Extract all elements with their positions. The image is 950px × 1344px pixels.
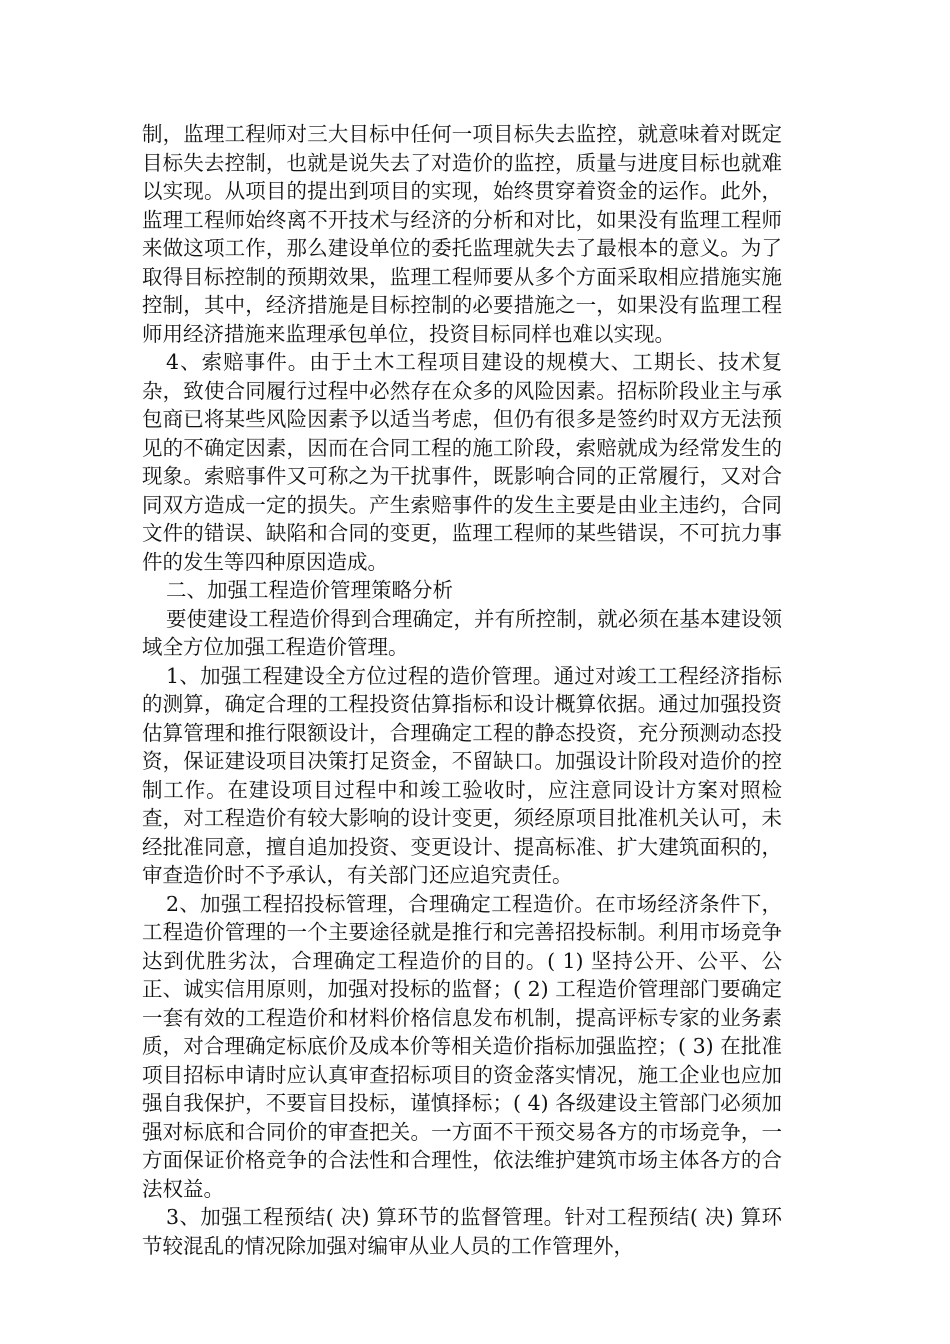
paragraph-claim-events: 4、索赔事件。由于土木工程项目建设的规模大、工期长、技术复杂，致使合同履行过程中必然存在众多的风险因素。招标阶段业主与承包商已将某些风险因素予以适当考虑，但仍有很多是签约时双方无法预见的不确定因素，因而在合同工程的施工阶段，索赔就成为经常发生的现象。索赔事件又可称之为干扰事件，既影响合同的正常履行，又对合同双方造成一定的损失。产生索赔事件的发生主要是由业主违约，合同文件的错误、缺陷和合同的变更，监理工程师的某些错误，不可抗力事件的发生等四种原因造成。 xyxy=(142,350,782,574)
paragraph-settlement-supervision: 3、加强工程预结( 决) 算环节的监督管理。针对工程预结( 决) 算环节较混乱的情况除加强对编审从业人员的工作管理外， xyxy=(142,1205,782,1258)
paragraph-full-process-management: 1、加强工程建设全方位过程的造价管理。通过对竣工工程经济指标的测算，确定合理的工程投资估算指标和设计概算依据。通过加强投资估算管理和推行限额设计，合理确定工程的静态投资，充分预测动态投资，保证建设项目决策打足资金，不留缺口。加强设计阶段对造价的控制工作。在建设项目过程中和竣工验收时，应注意同设计方案对照检查，对工程造价有较大影响的设计变更，须经原项目批准机关认可，未经批准同意，擅自追加投资、变更设计、提高标准、扩大建筑面积的，审查造价时不予承认，有关部门还应追究责任。 xyxy=(142,663,782,887)
paragraph-supervision-continued: 制，监理工程师对三大目标中任何一项目标失去监控，就意味着对既定目标失去控制，也就是说失去了对造价的监控，质量与进度目标也就难以实现。从项目的提出到项目的实现，始终贯穿着资金的运作。此外，监理工程师始终离不开技术与经济的分析和对比，如果没有监理工程师来做这项工作，那么建设单位的委托监理就失去了最根本的意义。为了取得目标控制的预期效果，监理工程师要从多个方面采取相应措施实施控制，其中，经济措施是目标控制的必要措施之一，如果没有监理工程师用经济措施来监理承包单位，投资目标同样也难以实现。 xyxy=(142,122,782,346)
document-page xyxy=(142,120,782,1260)
paragraph-strategy-intro: 要使建设工程造价得到合理确定，并有所控制，就必须在基本建设领域全方位加强工程造价管理。 xyxy=(142,606,782,659)
section-heading-strategy: 二、加强工程造价管理策略分析 xyxy=(166,578,453,602)
paragraph-bidding-management: 2、加强工程招投标管理，合理确定工程造价。在市场经济条件下，工程造价管理的一个主要途径就是推行和完善招投标制。利用市场竞争达到优胜劣汰，合理确定工程造价的目的。( 1) 坚持公开、公平、公正、诚实信用原则，加强对投标的监督；( 2) 工程造价管理部门要确定一套有效的工程造价和材料价格信息发布机制，提高评标专家的业务素质，对合理确定标底价及成本价等相关造价指标加强监控；( 3) 在批准项目招标申请时应认真审查招标项目的资金落实情况，施工企业也应加强自我保护，不要盲目投标，谨慎择标；( 4) 各级建设主管部门必须加强对标底和合同价的审查把关。一方面不干预交易各方的市场竞争，一方面保证价格竞争的合法性和合理性，依法维护建筑市场主体各方的合法权益。 xyxy=(142,891,782,1201)
